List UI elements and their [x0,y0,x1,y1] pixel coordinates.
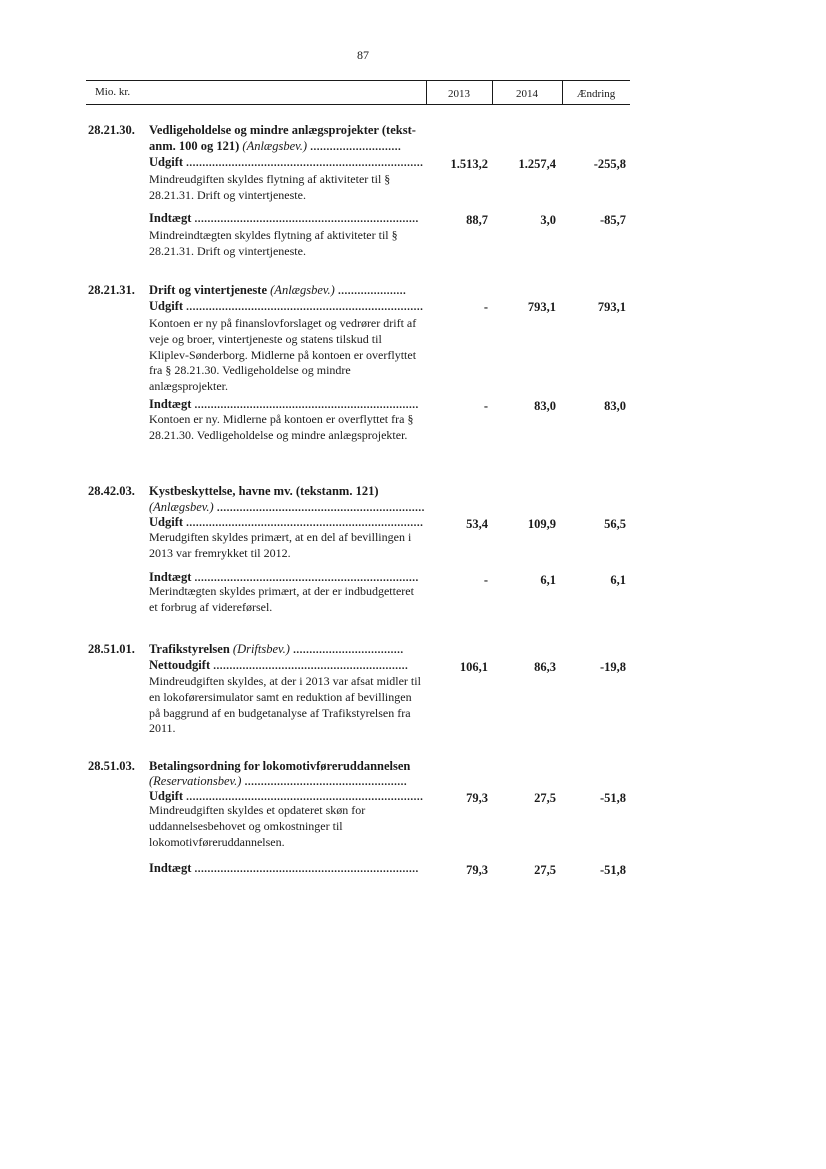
value-2013: - [483,573,488,587]
section-code: 28.21.31. [88,283,135,297]
col-2013-header: 2013 [448,88,470,100]
value-change: 793,1 [597,300,626,314]
value-2013: 79,3 [466,863,488,877]
value-change: -51,8 [599,863,626,877]
row-label-nettoudgift: Nettoudgift ............................................................ [149,658,409,672]
section-title: Vedligeholdelse og mindre anlægsprojekter (tekst- [149,123,416,137]
value-2014: 3,0 [540,213,556,227]
section-code: 28.21.30. [88,123,135,137]
unit-label: Mio. kr. [95,86,131,98]
row-label-udgift: Udgift ......................................................................... [149,515,424,529]
section-title: Kystbeskyttelse, havne mv. (tekstanm. 121) [149,484,379,498]
value-2013: 79,3 [466,791,488,805]
value-2013: - [483,300,488,314]
row-label-indtaegt: Indtægt ..................................................................... [149,570,419,584]
row-note: Mindreudgiften skyldes, at der i 2013 var afsat midler til en lokoførersimulator samt en reduktion af bevillingen på baggrund af en budgetanalyse af Trafikstyrelsen fra 2011. [149,674,421,736]
header-divider-1 [426,80,427,104]
value-2014: 1.257,4 [518,157,556,171]
col-change-header: Ændring [576,88,616,100]
section-title: Drift og vintertjeneste (Anlægsbev.) ..................... [149,283,407,297]
row-label-udgift: Udgift ......................................................................... [149,155,424,169]
value-2014: 109,9 [527,517,556,531]
value-change: -255,8 [593,157,626,171]
header-bottom-rule [86,104,630,105]
section-title: Trafikstyrelsen (Driftsbev.) .................................. [149,642,404,656]
value-2013: 53,4 [466,517,488,531]
row-label-indtaegt: Indtægt ..................................................................... [149,211,419,225]
value-2014: 83,0 [534,399,556,413]
value-change: -85,7 [599,213,626,227]
col-2014-header: 2014 [516,88,538,100]
value-change: 6,1 [610,573,626,587]
row-note: Merindtægten skyldes primært, at der er indbudgetteret et forbrug af videreførsel. [149,584,414,614]
value-2014: 27,5 [534,791,556,805]
row-note: Merudgiften skyldes primært, at en del af bevillingen i 2013 var fremrykket til 2012. [149,530,412,560]
section-title-line2: (Anlægsbev.) ................................................................ [149,500,425,514]
value-change: -19,8 [599,660,626,674]
value-2013: 1.513,2 [450,157,488,171]
value-2013: 88,7 [466,213,488,227]
row-note: Mindreudgiften skyldes et opdateret skøn for uddannelsesbehovet og omkostninger til lokomotivføreruddannelsen. [149,803,366,849]
value-2013: - [483,399,488,413]
row-note: Mindreindtægten skyldes flytning af aktiviteter til § 28.21.31. Drift og vintertjeneste. [149,228,398,258]
value-2014: 27,5 [534,863,556,877]
header-divider-3 [562,80,563,104]
row-note: Kontoen er ny. Midlerne på kontoen er overflyttet fra § 28.21.30. Vedligeholdelse og mindre anlægsprojekter. [149,412,414,442]
value-2014: 6,1 [540,573,556,587]
section-code: 28.51.03. [88,759,135,773]
section-title-line2: (Reservationsbev.) .................................................. [149,774,408,788]
page-number: 87 [357,48,369,62]
section-code: 28.51.01. [88,642,135,656]
row-note: Mindreudgiften skyldes flytning af aktiviteter til § 28.21.31. Drift og vintertjeneste. [149,172,391,202]
value-change: 83,0 [604,399,626,413]
header-divider-2 [492,80,493,104]
section-code: 28.42.03. [88,484,135,498]
value-change: 56,5 [604,517,626,531]
value-change: -51,8 [599,791,626,805]
row-label-udgift: Udgift ......................................................................... [149,299,424,313]
value-2014: 86,3 [534,660,556,674]
section-title: Betalingsordning for lokomotivføreruddannelsen [149,759,411,773]
section-title-line2: anm. 100 og 121) (Anlægsbev.) ............................ [149,139,402,153]
row-label-udgift: Udgift ......................................................................... [149,789,424,803]
header-top-rule [86,80,630,81]
value-2014: 793,1 [527,300,556,314]
value-2013: 106,1 [459,660,488,674]
row-label-indtaegt: Indtægt ..................................................................... [149,861,419,875]
row-label-indtaegt: Indtægt ..................................................................... [149,397,419,411]
row-note: Kontoen er ny på finanslovforslaget og vedrører drift af veje og broer, vintertjeneste og statens tilskud til Kliplev-Sønderborg. Midlerne på kontoen er overflyttet fra § 28.21.30. Vedligeholdelse og mindre anlægsprojekter. [149,316,417,394]
